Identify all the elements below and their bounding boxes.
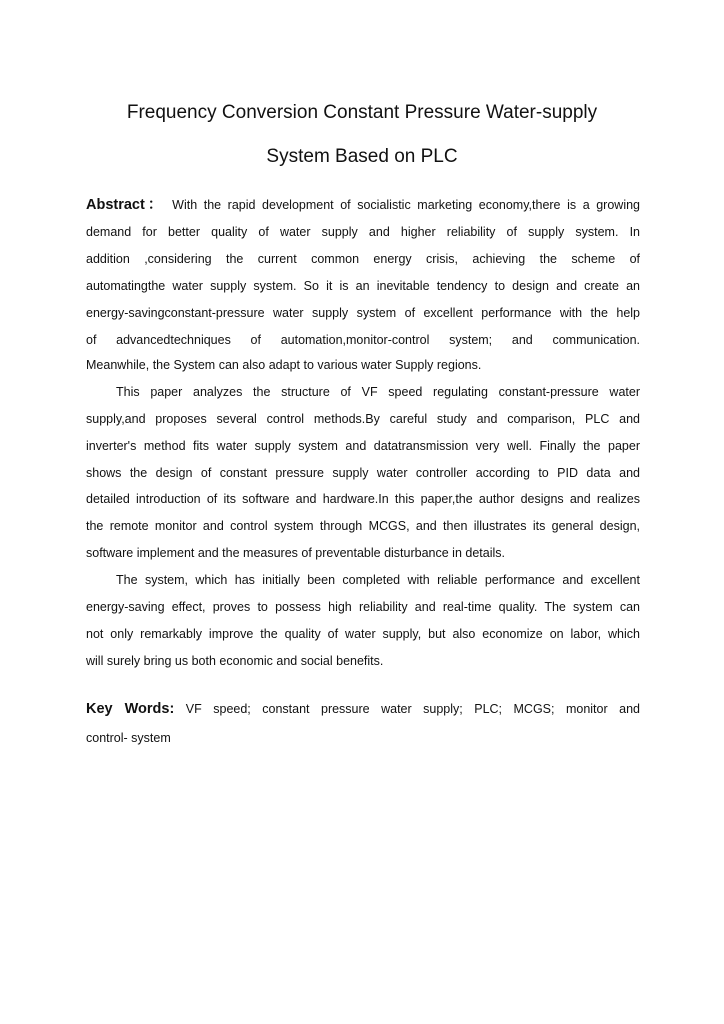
abstract-line-text: With the rapid development of socialistic marketing economy,there is a growing [172,198,641,212]
abstract-line [116,384,640,400]
abstract-line [86,411,640,427]
keywords-heading: Key Words: [86,701,175,717]
abstract-line [86,465,640,481]
abstract-line [86,491,640,507]
title-line-1: Frequency Conversion Constant Pressure Water-supply [126,102,598,123]
abstract-line-text: This paper analyzes the structure of VF speed regulating constant-pressure water [116,385,640,399]
abstract-line [86,278,640,294]
abstract-line-text: not only remarkably improve the quality of water supply, but also economize on labor, which [86,627,640,641]
abstract-line-text: demand for better quality of water supply and higher reliability of supply system. In [86,225,640,239]
title-line-2: System Based on PLC [266,146,458,167]
abstract-line [86,197,640,213]
abstract-line [86,332,640,348]
keywords-line [86,730,640,746]
abstract-line [86,251,640,267]
abstract-line-text: inverter's method fits water supply system and datatransmission very well. Finally the paper [86,439,640,453]
abstract-line [86,518,640,534]
abstract-line-text: will surely bring us both economic and social benefits. [86,654,384,668]
keywords-text: control- system [86,731,171,745]
abstract-line-text: shows the design of constant pressure supply water controller according to PID data and [86,466,640,480]
abstract-line [116,572,640,588]
abstract-line-text: Meanwhile, the System can also adapt to various water Supply regions. [86,358,482,372]
abstract-line-text: software implement and the measures of preventable disturbance in details. [86,546,505,560]
abstract-line [86,438,640,454]
abstract-line [86,599,640,615]
abstract-line-text: the remote monitor and control system through MCGS, and then illustrates its general design, [86,519,640,533]
abstract-line [86,305,640,321]
keywords-line [86,701,640,717]
abstract-line [86,653,640,669]
abstract-line-text: automatingthe water supply system. So it is an inevitable tendency to design and create an [86,279,640,293]
abstract-line-text: energy-savingconstant-pressure water supply system of excellent performance with the help [86,306,640,320]
abstract-heading: Abstract： [86,197,166,213]
abstract-line [86,545,640,561]
abstract-line-text: addition ,considering the current common energy crisis, achieving the scheme of [86,252,640,266]
abstract-line-text: The system, which has initially been completed with reliable performance and excellent [116,573,640,587]
abstract-line-text: detailed introduction of its software and hardware.In this paper,the author designs and realizes [86,492,640,506]
keywords-text: VF speed; constant pressure water supply; PLC; MCGS; monitor and [185,702,640,716]
abstract-line-text: of advancedtechniques of automation,monitor-control system; and communication. [86,333,640,347]
abstract-line [86,357,640,373]
abstract-line-text: energy-saving effect, proves to possess high reliability and real-time quality. The system can [86,600,640,614]
abstract-line [86,626,640,642]
abstract-line-text: supply,and proposes several control methods.By careful study and comparison, PLC and [86,412,640,426]
abstract-line [86,224,640,240]
